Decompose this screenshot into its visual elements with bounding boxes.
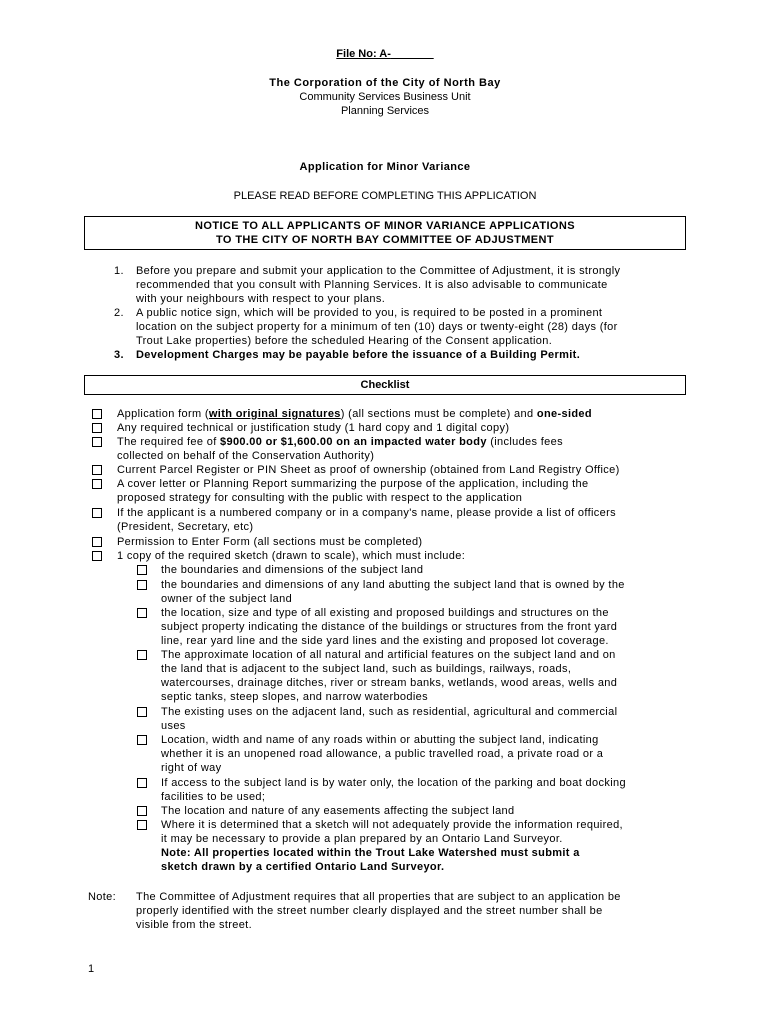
- intro-item-1-line-1: Before you prepare and submit your application to the Committee of Adjustment, it is strongly: [136, 265, 621, 277]
- checkbox-sketch-water-access[interactable]: [137, 778, 147, 788]
- sub-item-features: The approximate location of all natural and artificial features on the subject land and on: [161, 649, 616, 661]
- checkbox-sketch-boundaries[interactable]: [137, 565, 147, 575]
- sub-item-adjacent-uses: The existing uses on the adjacent land, such as residential, agricultural and commercial: [161, 706, 618, 718]
- checkbox-fee[interactable]: [92, 437, 102, 447]
- item-company-officers-line-2: (President, Secretary, etc): [117, 521, 254, 533]
- item-parcel-register: Current Parcel Register or PIN Sheet as proof of ownership (obtained from Land Registry Office): [117, 464, 620, 476]
- trout-lake-note-line-2: sketch drawn by a certified Ontario Land Surveyor.: [161, 861, 445, 873]
- checkbox-parcel-register[interactable]: [92, 465, 102, 475]
- item-cover-letter: A cover letter or Planning Report summarizing the purpose of the application, including the: [117, 478, 589, 490]
- checkbox-sketch-adjacent-uses[interactable]: [137, 707, 147, 717]
- intro-item-2-line-3: Trout Lake properties) before the scheduled Hearing of the Consent application.: [136, 335, 553, 347]
- trout-lake-note: Note: All properties located within the Trout Lake Watershed must submit a: [161, 847, 580, 859]
- footer-note-line-2: properly identified with the street number clearly displayed and the street number shall be: [136, 905, 603, 917]
- footer-note-label: Note:: [88, 891, 117, 903]
- item-fee-line-2: collected on behalf of the Conservation Authority): [117, 450, 375, 462]
- checkbox-sketch-abutting-land[interactable]: [137, 580, 147, 590]
- intro-item-1-line-2: recommended that you consult with Planning Services. It is also advisable to communicate: [136, 279, 608, 291]
- footer-note-line-1: The Committee of Adjustment requires that all properties that are subject to an application be: [136, 891, 621, 903]
- intro-number-1: 1.: [114, 265, 124, 277]
- sub-item-buildings: the location, size and type of all existing and proposed buildings and structures on the: [161, 607, 609, 619]
- item-technical-study: Any required technical or justification study (1 hard copy and 1 digital copy): [117, 422, 510, 434]
- sub-item-features-line-4: septic tanks, steep slopes, and narrow waterbodies: [161, 691, 428, 703]
- checkbox-sketch-easements[interactable]: [137, 806, 147, 816]
- department: Planning Services: [340, 105, 430, 117]
- checkbox-sketch[interactable]: [92, 551, 102, 561]
- intro-item-3: Development Charges may be payable before the issuance of a Building Permit.: [136, 349, 581, 361]
- sub-item-abutting-land: the boundaries and dimensions of any land abutting the subject land that is owned by the: [161, 579, 625, 591]
- item-fee: The required fee of $900.00 or $1,600.00 on an impacted water body (includes fees: [117, 436, 563, 448]
- sub-item-abutting-land-line-2: owner of the subject land: [161, 593, 293, 605]
- intro-item-1-line-3: with your neighbours with respect to your plans.: [136, 293, 386, 305]
- checkbox-technical-study[interactable]: [92, 423, 102, 433]
- sub-item-surveyor-plan-line-2: it may be necessary to provide a plan prepared by an Ontario Land Surveyor.: [161, 833, 563, 845]
- read-notice: PLEASE READ BEFORE COMPLETING THIS APPLICATION: [233, 190, 537, 202]
- sub-item-features-line-3: watercourses, drainage ditches, river or stream banks, wetlands, wood areas, wells and: [161, 677, 618, 689]
- checkbox-application-form[interactable]: [92, 409, 102, 419]
- checkbox-sketch-features[interactable]: [137, 650, 147, 660]
- file-number-blank[interactable]: [391, 48, 434, 60]
- page-title: Application for Minor Variance: [299, 161, 471, 173]
- checkbox-sketch-surveyor-plan[interactable]: [137, 820, 147, 830]
- sub-item-boundaries: the boundaries and dimensions of the subject land: [161, 564, 424, 576]
- checkbox-cover-letter[interactable]: [92, 479, 102, 489]
- file-number-label: File No: A-: [336, 48, 391, 60]
- file-number-line: [0, 48, 770, 60]
- checklist-title: Checklist: [360, 379, 410, 391]
- sub-item-buildings-line-2: subject property indicating the distance of the buildings or structures from the front yard: [161, 621, 618, 633]
- footer-note-line-3: visible from the street.: [136, 919, 252, 931]
- notice-line-1: NOTICE TO ALL APPLICANTS OF MINOR VARIANCE APPLICATIONS: [195, 220, 575, 232]
- sub-item-features-line-2: the land that is adjacent to the subject land, such as buildings, railways, roads,: [161, 663, 572, 675]
- sub-item-water-access: If access to the subject land is by water only, the location of the parking and boat docking: [161, 777, 626, 789]
- sub-item-roads-line-3: right of way: [161, 762, 222, 774]
- item-permission-to-enter: Permission to Enter Form (all sections must be completed): [117, 536, 423, 548]
- business-unit: Community Services Business Unit: [299, 91, 471, 103]
- checkbox-company-officers[interactable]: [92, 508, 102, 518]
- intro-item-2-line-2: location on the subject property for a minimum of ten (10) days or twenty-eight (28) days (for: [136, 321, 618, 333]
- sub-item-water-access-line-2: facilities to be used;: [161, 791, 266, 803]
- sub-item-easements: The location and nature of any easements affecting the subject land: [161, 805, 515, 817]
- intro-number-3: 3.: [114, 349, 124, 361]
- notice-line-2: TO THE CITY OF NORTH BAY COMMITTEE OF ADJUSTMENT: [215, 234, 554, 246]
- item-sketch: 1 copy of the required sketch (drawn to scale), which must include:: [117, 550, 466, 562]
- checkbox-sketch-buildings[interactable]: [137, 608, 147, 618]
- corporation-name: The Corporation of the City of North Bay: [269, 77, 501, 89]
- intro-item-2-line-1: A public notice sign, which will be provided to you, is required to be posted in a prominent: [136, 307, 603, 319]
- checkbox-permission-to-enter[interactable]: [92, 537, 102, 547]
- sub-item-roads: Location, width and name of any roads within or abutting the subject land, indicating: [161, 734, 599, 746]
- sub-item-surveyor-plan: Where it is determined that a sketch will not adequately provide the information required,: [161, 819, 623, 831]
- checkbox-sketch-roads[interactable]: [137, 735, 147, 745]
- item-company-officers: If the applicant is a numbered company or in a company's name, please provide a list of officers: [117, 507, 616, 519]
- sub-item-roads-line-2: whether it is an unopened road allowance, a public travelled road, a private road or a: [161, 748, 604, 760]
- item-application-form: Application form (with original signatures) (all sections must be complete) and one-sided: [117, 408, 592, 420]
- sub-item-adjacent-uses-line-2: uses: [161, 720, 186, 732]
- sub-item-buildings-line-3: line, rear yard line and the side yard lines and the existing and proposed lot coverage.: [161, 635, 609, 647]
- intro-number-2: 2.: [114, 307, 124, 319]
- page-number: 1: [88, 963, 95, 975]
- item-cover-letter-line-2: proposed strategy for consulting with the public with respect to the application: [117, 492, 523, 504]
